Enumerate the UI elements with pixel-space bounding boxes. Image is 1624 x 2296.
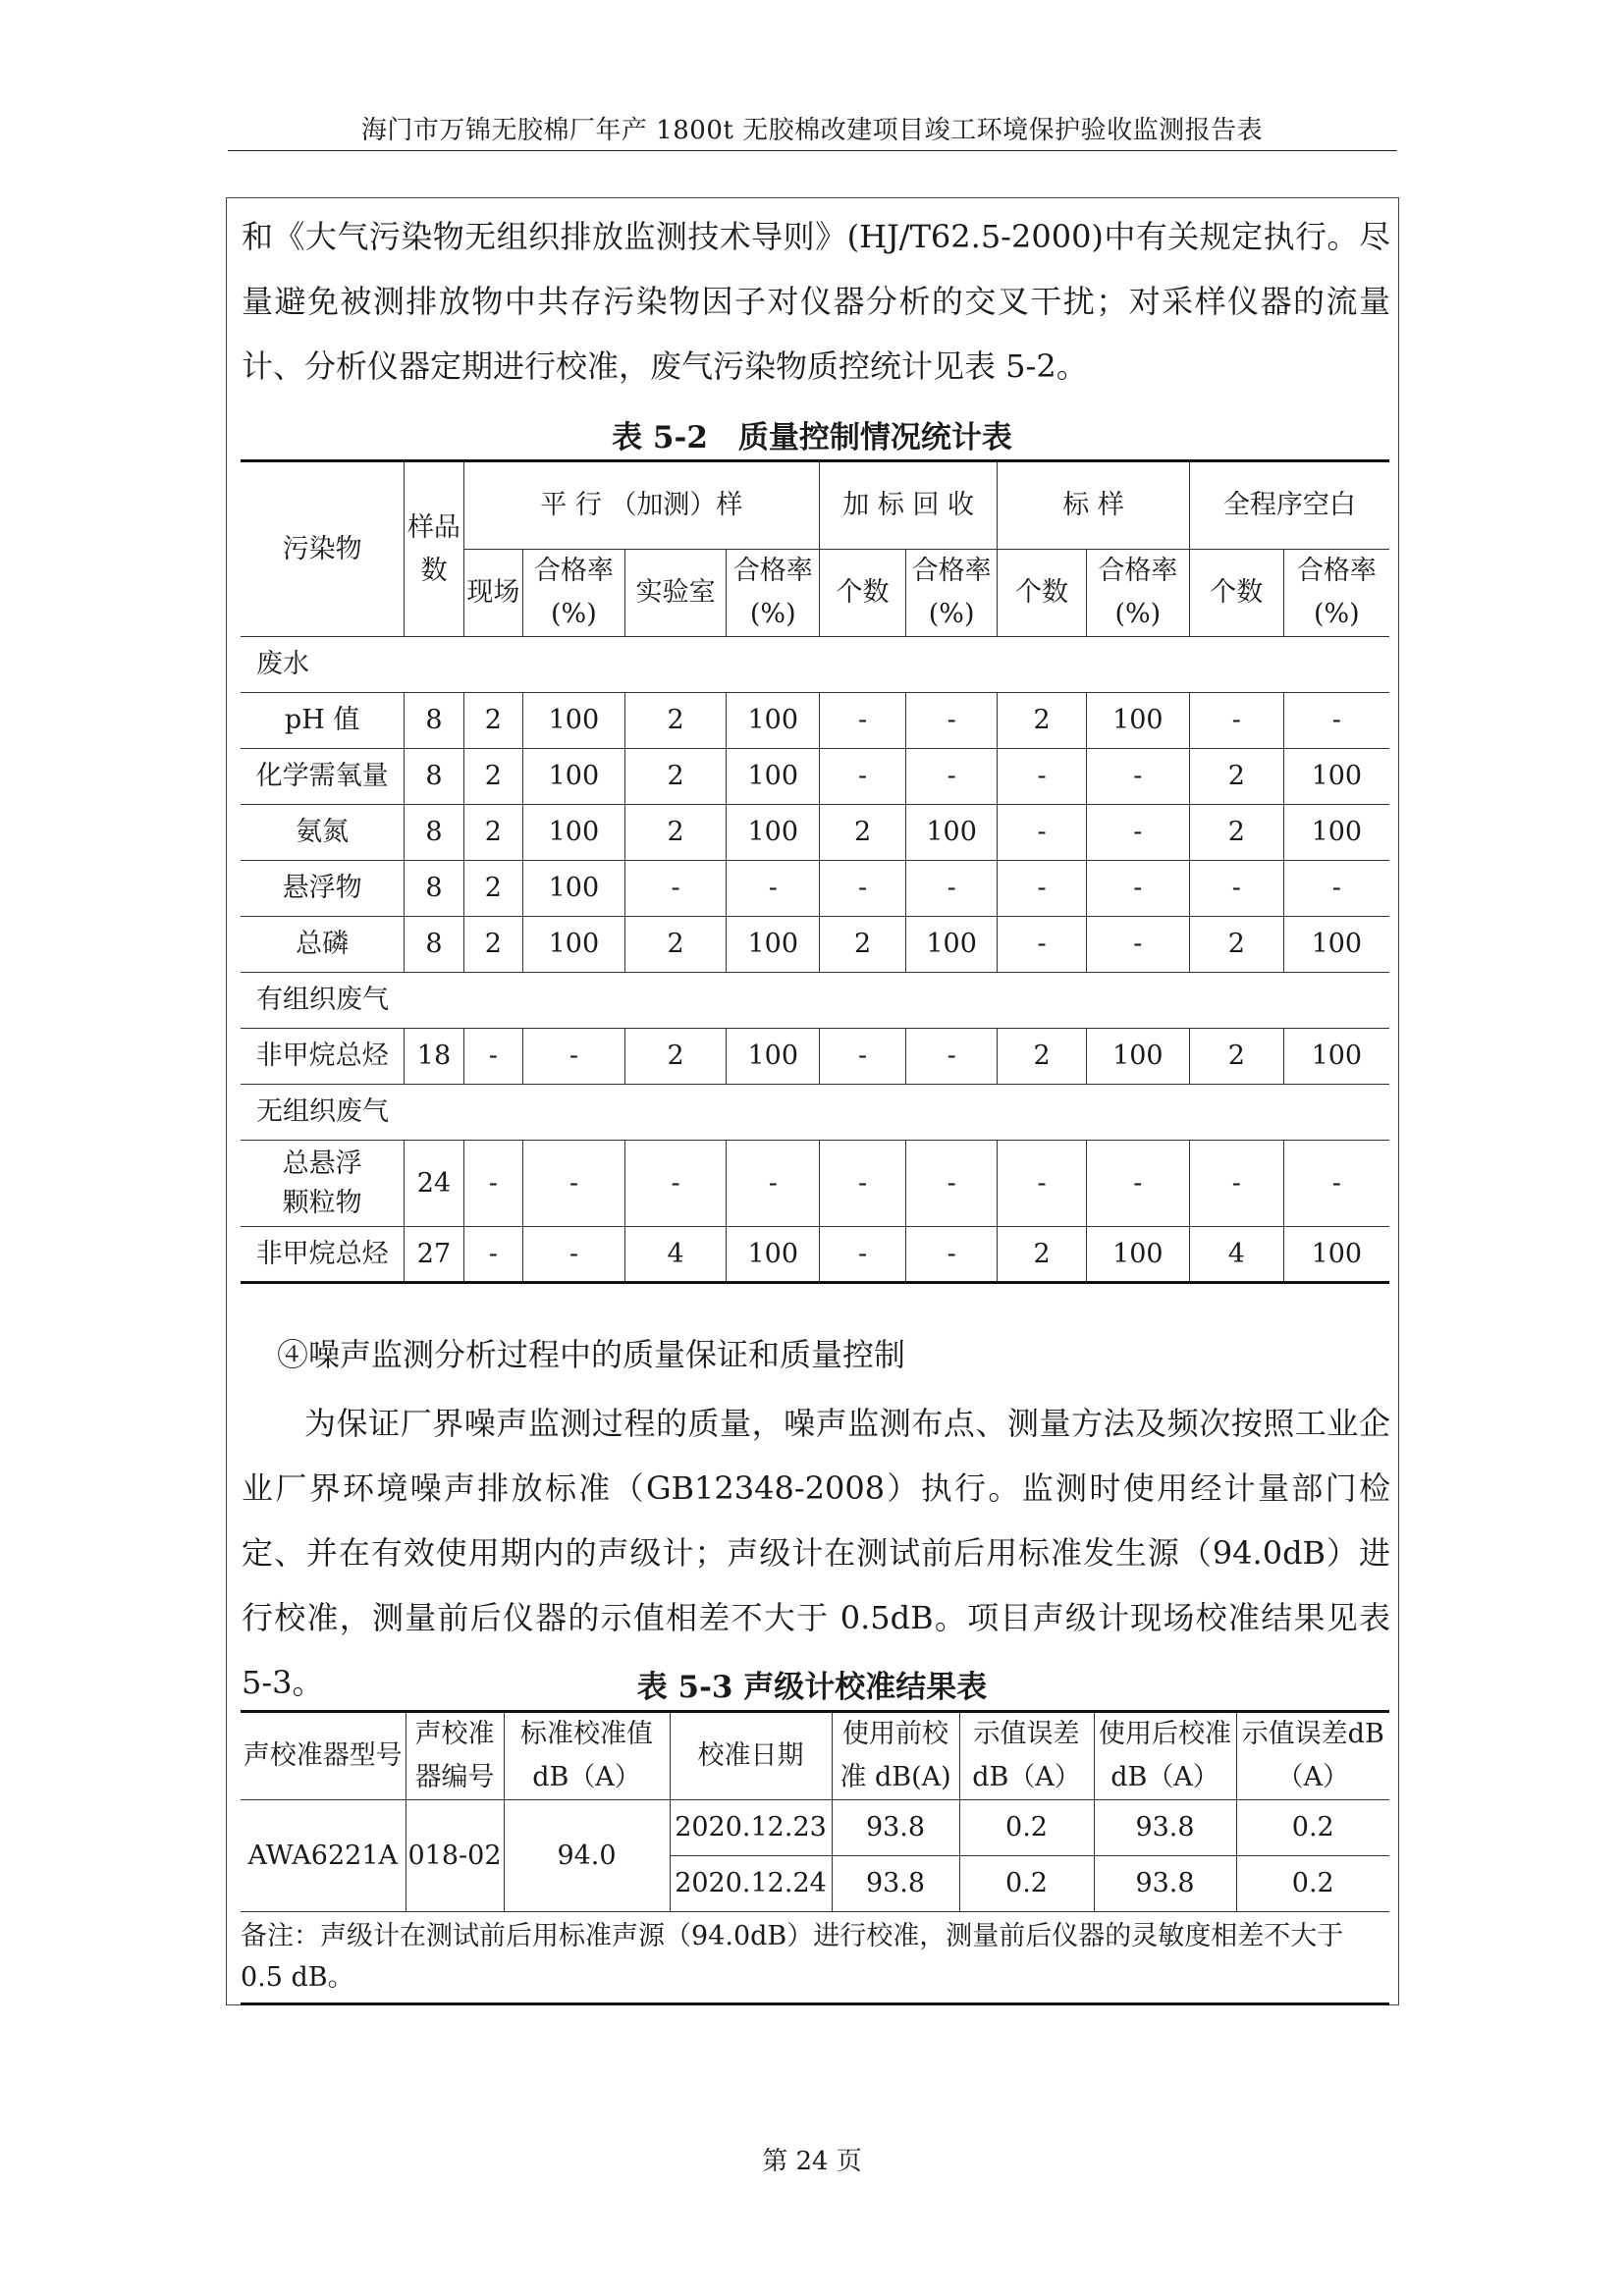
table-row (241, 693, 1389, 749)
calibration-table (241, 1710, 1389, 2005)
table-cell: 100 (727, 693, 820, 749)
group-row (241, 1085, 1389, 1141)
pollutant-name: 化学需氧量 (241, 749, 405, 805)
table-cell: 8 (405, 917, 463, 973)
table-cell: 2 (998, 693, 1087, 749)
table-cell: 100 (523, 693, 625, 749)
error-after-value: 0.2 (1236, 1800, 1389, 1856)
table-cell: 2 (463, 693, 522, 749)
pollutant-name: 非甲烷总烃 (241, 1029, 405, 1085)
table-cell: 2 (624, 693, 727, 749)
table-cell: - (523, 1141, 625, 1227)
col-count: 个数 (1189, 550, 1283, 637)
calibration-date: 2020.12.23 (670, 1800, 832, 1856)
table-cell: - (998, 861, 1087, 917)
table-cell: - (463, 1227, 522, 1283)
table-cell: 8 (405, 861, 463, 917)
before-value: 93.8 (832, 1800, 959, 1856)
group-label: 废水 (241, 637, 1389, 693)
qc-table-body (241, 461, 1389, 1283)
col-sample-count: 样品数 (405, 461, 463, 637)
table-cell: - (820, 1141, 906, 1227)
table-cell: - (727, 1141, 820, 1227)
table-cell: 2 (463, 917, 522, 973)
noise-qc-paragraph: 为保证厂界噪声监测过程的质量，噪声监测布点、测量方法及频次按照工业企业厂界环境噪声排放标准（GB12348-2008）执行。监测时使用经计量部门检定、并在有效使用期内的声级计；声级计在测试前后用标准发生源（94.0dB）进行校准，测量前后仪器的示值相差不大于 0.5dB。项目声级计现场校准结果见表 5-3。 (242, 1405, 1390, 1701)
table-cell: 27 (405, 1227, 463, 1283)
before-value: 93.8 (832, 1856, 959, 1912)
col-calibrator-model: 声校准器型号 (241, 1712, 406, 1800)
table-cell: 4 (1189, 1227, 1283, 1283)
pollutant-name: 非甲烷总烃 (241, 1227, 405, 1283)
pollutant-name: 悬浮物 (241, 861, 405, 917)
table-cell: - (463, 1029, 522, 1085)
table-cell: - (463, 1141, 522, 1227)
table-cell: 8 (405, 749, 463, 805)
table-cell: - (906, 1029, 998, 1085)
table-cell: - (624, 861, 727, 917)
table-cell: 24 (405, 1141, 463, 1227)
table-row (241, 1029, 1389, 1085)
calibration-date: 2020.12.24 (670, 1856, 832, 1912)
table-cell: 2 (1189, 917, 1283, 973)
table-cell: - (906, 693, 998, 749)
table-cell: - (1086, 1141, 1189, 1227)
pollutant-name: 氨氮 (241, 805, 405, 861)
table-cell: - (820, 693, 906, 749)
pollutant-name: pH 值 (241, 693, 405, 749)
col-pass-rate: 合格率 (%) (906, 550, 998, 637)
error-after-value: 0.2 (1236, 1856, 1389, 1912)
table-5-3-title: 表 5-3 声级计校准结果表 (636, 1670, 988, 1705)
intro-paragraph: 和《大气污染物无组织排放监测技术导则》(HJ/T62.5-2000)中有关规定执行。尽量避免被测排放物中共存污染物因子对仪器分析的交叉干扰；对采样仪器的流量计、分析仪器定期进行校准，废气污染物质控统计见表 5-2。 (242, 218, 1390, 385)
table-cell: - (906, 861, 998, 917)
table-cell: 2 (624, 1029, 727, 1085)
table-cell: - (1086, 861, 1189, 917)
table-cell: 2 (820, 805, 906, 861)
table-cell: 100 (727, 1227, 820, 1283)
table-cell: 100 (727, 917, 820, 973)
col-pass-rate: 合格率 (%) (727, 550, 820, 637)
pollutant-name: 总磷 (241, 917, 405, 973)
group-label: 有组织废气 (241, 973, 1389, 1029)
group-label: 无组织废气 (241, 1085, 1389, 1141)
table-cell: 100 (523, 917, 625, 973)
table-cell: - (624, 1141, 727, 1227)
standard-value: 94.0 (504, 1800, 670, 1912)
table-cell: - (998, 749, 1087, 805)
col-lab: 实验室 (624, 550, 727, 637)
table-cell: - (906, 1227, 998, 1283)
table-cell: - (1189, 693, 1283, 749)
table-cell: - (820, 861, 906, 917)
error-before-value: 0.2 (959, 1856, 1094, 1912)
col-calibration-date: 校准日期 (670, 1712, 832, 1800)
table-cell: 2 (624, 749, 727, 805)
page-number: 第 24 页 (762, 2147, 862, 2176)
table-cell: - (820, 749, 906, 805)
table-cell: 8 (405, 693, 463, 749)
table-cell: - (727, 861, 820, 917)
col-pass-rate: 合格率 (%) (1283, 550, 1389, 637)
table-cell: 2 (624, 805, 727, 861)
table-cell: - (998, 917, 1087, 973)
header-divider (228, 150, 1397, 151)
col-pass-rate: 合格率 (%) (523, 550, 625, 637)
table-cell: - (998, 1141, 1087, 1227)
col-pass-rate: 合格率 (%) (1086, 550, 1189, 637)
table-cell: 100 (906, 917, 998, 973)
table-cell: - (1283, 861, 1389, 917)
table-cell: 8 (405, 805, 463, 861)
after-value: 93.8 (1094, 1800, 1236, 1856)
table-cell: - (820, 1029, 906, 1085)
col-calibrator-serial: 声校准器编号 (406, 1712, 504, 1800)
table-cell: 100 (727, 805, 820, 861)
table-5-2-title: 表 5-2 质量控制情况统计表 (612, 420, 1012, 455)
table-cell: 100 (523, 749, 625, 805)
table-row (241, 1227, 1389, 1283)
quality-control-table (241, 459, 1389, 1284)
table-cell: - (1189, 1141, 1283, 1227)
table-cell: - (1086, 749, 1189, 805)
col-after-calibration: 使用后校准 dB（A） (1094, 1712, 1236, 1800)
table-cell: - (906, 749, 998, 805)
table-row (241, 805, 1389, 861)
table-cell: - (1086, 805, 1189, 861)
table-cell: 4 (624, 1227, 727, 1283)
table-cell: 100 (1086, 1029, 1189, 1085)
table-cell: 100 (727, 1029, 820, 1085)
table-cell: 100 (1283, 917, 1389, 973)
table-cell: 100 (1086, 693, 1189, 749)
table-cell: 100 (523, 805, 625, 861)
table-cell: 18 (405, 1029, 463, 1085)
table-cell: 100 (1086, 1227, 1189, 1283)
col-onsite: 现场 (463, 550, 522, 637)
table-cell: - (906, 1141, 998, 1227)
noise-qc-heading: ④噪声监测分析过程中的质量保证和质量控制 (277, 1336, 906, 1373)
calibration-note: 备注：声级计在测试前后用标准声源（94.0dB）进行校准，测量前后仪器的灵敏度相差不大于 0.5 dB。 (241, 1912, 1389, 2004)
table-cell: 2 (624, 917, 727, 973)
table-cell: 2 (463, 861, 522, 917)
col-standard: 标 样 (998, 461, 1190, 550)
table-cell: 100 (1283, 805, 1389, 861)
table-cell: - (523, 1227, 625, 1283)
table-cell: - (1086, 917, 1189, 973)
table-cell: 2 (820, 917, 906, 973)
calibrator-model: AWA6221A (241, 1800, 406, 1912)
table-cell: 100 (1283, 749, 1389, 805)
table-row (241, 861, 1389, 917)
group-row (241, 637, 1389, 693)
table-cell: - (1283, 1141, 1389, 1227)
col-before-calibration: 使用前校准 dB(A) (832, 1712, 959, 1800)
table-cell: 2 (1189, 1029, 1283, 1085)
table-cell: 2 (998, 1029, 1087, 1085)
col-blank: 全程序空白 (1189, 461, 1389, 550)
table-cell: - (1283, 693, 1389, 749)
col-count: 个数 (998, 550, 1087, 637)
after-value: 93.8 (1094, 1856, 1236, 1912)
table-cell: 100 (523, 861, 625, 917)
col-error-before: 示值误差dB（A） (959, 1712, 1094, 1800)
calibration-table-body (241, 1712, 1389, 2004)
error-before-value: 0.2 (959, 1800, 1094, 1856)
table-row (241, 917, 1389, 973)
report-header-title: 海门市万锦无胶棉厂年产 1800t 无胶棉改建项目竣工环境保护验收监测报告表 (360, 116, 1264, 145)
table-cell: - (820, 1227, 906, 1283)
table-row (241, 749, 1389, 805)
group-row (241, 973, 1389, 1029)
table-cell: 2 (1189, 805, 1283, 861)
table-cell: 2 (463, 749, 522, 805)
calibrator-serial: 018-02 (406, 1800, 504, 1912)
col-pollutant: 污染物 (241, 461, 405, 637)
table-cell: 2 (1189, 749, 1283, 805)
col-error-after: 示值误差dB（A） (1236, 1712, 1389, 1800)
col-count: 个数 (820, 550, 906, 637)
col-spike: 加 标 回 收 (820, 461, 998, 550)
pollutant-name: 总悬浮颗粒物 (241, 1141, 405, 1227)
table-cell: - (523, 1029, 625, 1085)
table-row (241, 1141, 1389, 1227)
table-cell: 100 (1283, 1227, 1389, 1283)
table-cell: 100 (1283, 1029, 1389, 1085)
col-standard-value: 标准校准值dB（A） (504, 1712, 670, 1800)
table-cell: 2 (998, 1227, 1087, 1283)
table-cell: - (1189, 861, 1283, 917)
table-cell: - (998, 805, 1087, 861)
table-cell: 2 (463, 805, 522, 861)
table-cell: 100 (906, 805, 998, 861)
table-cell: 100 (727, 749, 820, 805)
col-parallel: 平 行 （加测）样 (463, 461, 819, 550)
